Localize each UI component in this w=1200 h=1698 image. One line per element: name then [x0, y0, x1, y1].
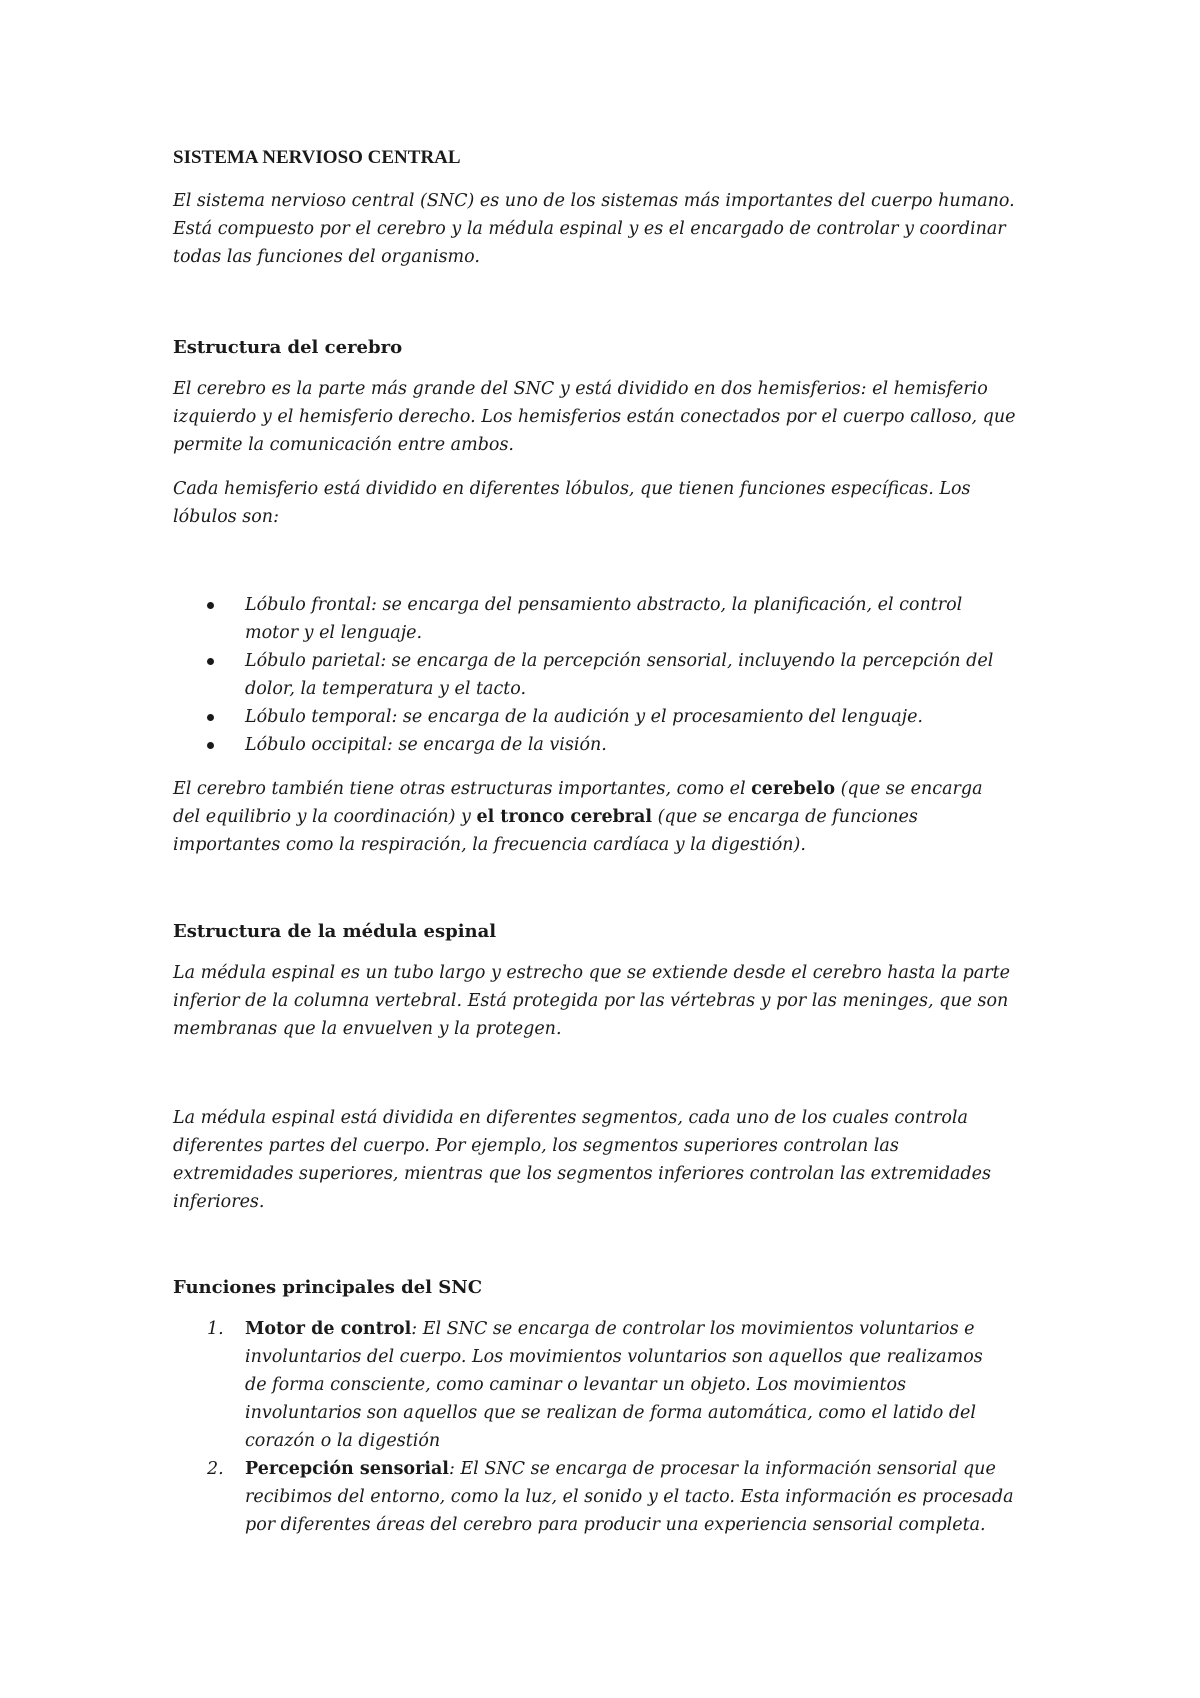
text-line: La médula espinal es un tubo largo y estrecho que se extiende desde el cerebro hasta la parte [173, 963, 1010, 983]
text-line: izquierdo y el hemisferio derecho. Los hemisferios están conectados por el cuerpo calloso, que [173, 407, 1016, 427]
text-line: membranas que la envuelven y la protegen. [173, 1019, 562, 1039]
spacer [173, 1232, 1053, 1278]
text-run: del equilibrio y la coordinación) y [173, 807, 477, 827]
lobes-list [173, 591, 1053, 759]
list-item [173, 1455, 1053, 1539]
spacer [173, 547, 1053, 591]
text-line: diferentes partes del cuerpo. Por ejemplo, los segmentos superiores controlan las [173, 1136, 899, 1156]
text-run: : El SNC se encarga de controlar los movimientos voluntarios e [411, 1319, 975, 1339]
spinal-paragraph-2 [173, 1104, 1053, 1216]
list-item [173, 1315, 1053, 1455]
bold-term: Percepción sensorial [245, 1459, 449, 1479]
bold-term: Motor de control [245, 1319, 412, 1339]
document-title: SISTEMA NERVIOSO CENTRAL [173, 147, 461, 168]
bullet-icon [207, 742, 214, 749]
spacer [173, 287, 1053, 338]
spacer [173, 875, 1053, 922]
brain-paragraph-3 [173, 775, 1053, 859]
list-number: 2. [207, 1459, 224, 1479]
list-number: 1. [207, 1319, 224, 1339]
text-line: Lóbulo occipital: se encarga de la visión. [245, 735, 607, 755]
list-item [173, 647, 1053, 703]
text-line: extremidades superiores, mientras que los segmentos inferiores controlan las extremidades [173, 1164, 991, 1184]
bullet-icon [207, 714, 214, 721]
text-line: todas las funciones del organismo. [173, 247, 480, 267]
document-content [173, 148, 1053, 1539]
text-line: por diferentes áreas del cerebro para producir una experiencia sensorial completa. [245, 1515, 986, 1535]
text-run: El cerebro también tiene otras estructuras importantes, como el [173, 779, 752, 799]
text-line: inferiores. [173, 1192, 265, 1212]
text-line: El sistema nervioso central (SNC) es uno de los sistemas más importantes del cuerpo humano. [173, 191, 1015, 211]
spinal-paragraph-1 [173, 959, 1053, 1043]
text-line: Cada hemisferio está dividido en diferentes lóbulos, que tienen funciones específicas. Los [173, 479, 971, 499]
text-line: Lóbulo frontal: se encarga del pensamiento abstracto, la planificación, el control [245, 595, 963, 615]
section-heading-brain: Estructura del cerebro [173, 337, 403, 358]
text-line: inferior de la columna vertebral. Está protegida por las vértebras y por las meninges, que son [173, 991, 1009, 1011]
text-run: (que se encarga de funciones [652, 807, 918, 827]
text-line: Está compuesto por el cerebro y la médula espinal y es el encargado de controlar y coordinar [173, 219, 1006, 239]
functions-list [173, 1315, 1053, 1539]
text-line: El cerebro es la parte más grande del SNC y está dividido en dos hemisferios: el hemisferio [173, 379, 988, 399]
bullet-icon [207, 658, 214, 665]
text-line: lóbulos son: [173, 507, 279, 527]
text-line: de forma consciente, como caminar o levantar un objeto. Los movimientos [245, 1375, 907, 1395]
text-line: dolor, la temperatura y el tacto. [245, 679, 527, 699]
list-item [173, 731, 1053, 759]
text-run: : El SNC se encarga de procesar la información sensorial que [448, 1459, 996, 1479]
intro-paragraph [173, 187, 1053, 271]
text-line [245, 1455, 1053, 1483]
text-line [245, 1315, 1053, 1343]
text-line: importantes como la respiración, la frecuencia cardíaca y la digestión). [173, 835, 806, 855]
spacer [173, 1059, 1053, 1104]
bullet-icon [207, 602, 214, 609]
text-line: involuntarios son aquellos que se realizan de forma automática, como el latido del [245, 1403, 976, 1423]
text-run: (que se encarga [835, 779, 983, 799]
bold-term: cerebelo [751, 779, 835, 799]
text-line [173, 803, 1053, 831]
text-line: La médula espinal está dividida en diferentes segmentos, cada uno de los cuales controla [173, 1108, 968, 1128]
text-line [173, 775, 1053, 803]
text-line: Lóbulo temporal: se encarga de la audición y el procesamiento del lenguaje. [245, 707, 923, 727]
text-line: motor y el lenguaje. [245, 623, 423, 643]
text-line: permite la comunicación entre ambos. [173, 435, 514, 455]
list-item [173, 591, 1053, 647]
text-line: involuntarios del cuerpo. Los movimientos voluntarios son aquellos que realizamos [245, 1347, 983, 1367]
brain-paragraph-1 [173, 375, 1053, 459]
section-heading-spinal: Estructura de la médula espinal [173, 921, 497, 942]
text-line: recibimos del entorno, como la luz, el sonido y el tacto. Esta información es procesada [245, 1487, 1014, 1507]
brain-paragraph-2 [173, 475, 1053, 531]
text-line: corazón o la digestión [245, 1431, 441, 1451]
list-item [173, 703, 1053, 731]
bold-term: el tronco cerebral [476, 807, 653, 827]
section-heading-functions: Funciones principales del SNC [173, 1277, 483, 1298]
text-line: Lóbulo parietal: se encarga de la percepción sensorial, incluyendo la percepción del [245, 651, 994, 671]
